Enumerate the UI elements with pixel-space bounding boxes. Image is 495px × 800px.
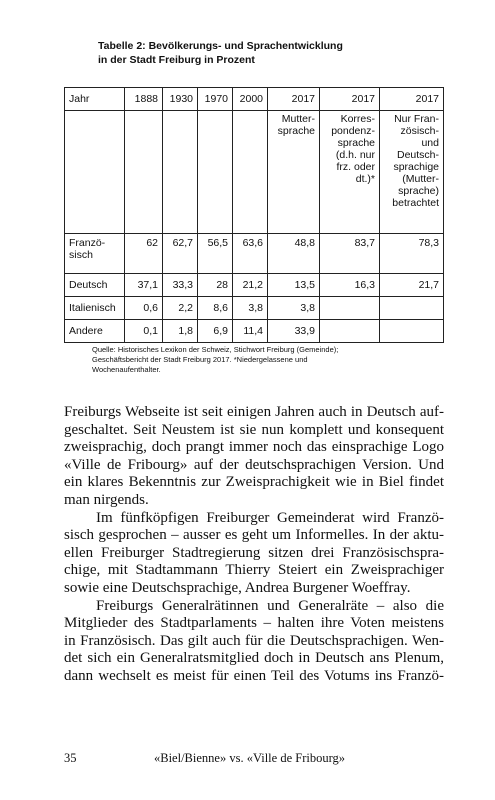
table-cell: 62,7 <box>163 234 198 274</box>
table-cell: 2017 <box>268 88 320 111</box>
text-line: «Ville de Fribourg» auf der deutschsprachigen Version. Und <box>64 456 444 473</box>
table-cell: 3,8 <box>268 297 320 320</box>
text-line: dann wechselt es meist für einen Teil des Votums ins Franzö- <box>64 667 444 684</box>
text-line: man nirgends. <box>64 491 149 508</box>
table-subheader-row <box>65 111 444 234</box>
table-cell: 11,4 <box>233 320 268 343</box>
text-line: Freiburgs Webseite ist seit einigen Jahren auch in Deutsch auf- <box>64 404 444 420</box>
table-cell: Italienisch <box>65 297 125 320</box>
table-cell: Franzö- sisch <box>65 234 125 274</box>
table-cell: 48,8 <box>268 234 320 274</box>
table-cell: Jahr <box>65 88 125 111</box>
table-cell <box>163 111 198 234</box>
table-cell: 2000 <box>233 88 268 111</box>
table-row <box>65 297 444 320</box>
table-cell: Nur Fran- zösisch- und Deutsch- sprachige (Mutter- sprache) betrachtet <box>380 111 444 234</box>
table-cell: 62 <box>125 234 163 274</box>
table-cell <box>65 111 125 234</box>
table-cell: 1,8 <box>163 320 198 343</box>
table-cell <box>320 297 380 320</box>
table-cell: 28 <box>198 274 233 297</box>
text-line: ein klares Bekenntnis zur Zweisprachigkeit wie in Biel findet <box>64 474 444 491</box>
table-cell <box>380 320 444 343</box>
table-row <box>65 320 444 343</box>
text-line: sisch gesprochen – ausser es geht um Informelles. In der aktu- <box>64 527 444 544</box>
table-cell: Korres- pondenz- sprache (d.h. nur frz. oder dt.)* <box>320 111 380 234</box>
table-cell: 8,6 <box>198 297 233 320</box>
text-line: chige, mit Stadtammann Thierry Steiert ein Zweisprachiger <box>64 562 444 579</box>
table-cell: 16,3 <box>320 274 380 297</box>
table-cell <box>125 111 163 234</box>
caption-line: in der Stadt Freiburg in Prozent <box>98 54 255 66</box>
table-cell <box>320 320 380 343</box>
table-cell: 0,1 <box>125 320 163 343</box>
table-cell: 33,3 <box>163 274 198 297</box>
paragraph <box>64 404 444 510</box>
table-cell <box>233 111 268 234</box>
table-caption <box>98 39 418 67</box>
table-source-note <box>92 345 398 375</box>
table-cell: 2017 <box>380 88 444 111</box>
running-title: «Biel/Bienne» vs. «Ville de Fribourg» <box>154 751 346 765</box>
text-line: Freiburgs Generalrätinnen und Generalräte – also die <box>96 597 444 614</box>
table-cell: 2017 <box>320 88 380 111</box>
table-row <box>65 234 444 274</box>
source-line: Quelle: Historisches Lexikon der Schweiz, Stichwort Freiburg (Gemeinde); <box>92 345 339 354</box>
table-cell: 21,2 <box>233 274 268 297</box>
table-cell: 6,9 <box>198 320 233 343</box>
table-cell: 2,2 <box>163 297 198 320</box>
language-table <box>64 87 444 343</box>
source-line: Geschäftsbericht der Stadt Freiburg 2017. *Niedergelassene und <box>92 355 308 364</box>
table-cell: 78,3 <box>380 234 444 274</box>
text-line: sowie eine Deutschsprachige, Andrea Burgener Woeffray. <box>64 579 411 596</box>
table-cell: 13,5 <box>268 274 320 297</box>
table-header-row <box>65 88 444 111</box>
table-cell: 3,8 <box>233 297 268 320</box>
table-cell <box>198 111 233 234</box>
text-line: Im fünfköpfigen Freiburger Gemeinderat wird Franzö- <box>96 509 444 526</box>
text-line: zweisprachig, doch prangt immer noch das einsprachige Logo <box>64 439 444 456</box>
table-cell: 1970 <box>198 88 233 111</box>
text-line: det sich ein Generalratsmitglied doch in Deutsch ans Plenum, <box>64 650 444 667</box>
table-cell: 0,6 <box>125 297 163 320</box>
caption-line: Tabelle 2: Bevölkerungs- und Sprachentwicklung <box>98 40 343 52</box>
text-line: in Französisch. Das gilt auch für die Deutschsprachigen. Wen- <box>64 632 444 649</box>
table-cell: Deutsch <box>65 274 125 297</box>
table-cell <box>380 297 444 320</box>
table-cell: Mutter- sprache <box>268 111 320 234</box>
table-cell: 37,1 <box>125 274 163 297</box>
text-line: geschaltet. Seit Neustem ist sie nun komplett und konsequent <box>64 421 444 438</box>
paragraph <box>64 510 444 598</box>
paragraph <box>64 598 444 686</box>
body-text <box>64 404 444 686</box>
table-cell: 83,7 <box>320 234 380 274</box>
table-cell: Andere <box>65 320 125 343</box>
table-cell: 33,9 <box>268 320 320 343</box>
table-row <box>65 274 444 297</box>
table-cell: 1930 <box>163 88 198 111</box>
source-line: Wochenaufenthalter. <box>92 365 161 374</box>
table-cell: 1888 <box>125 88 163 111</box>
text-line: ellen Freiburger Stadtregierung sitzen drei Französischspra- <box>64 544 444 561</box>
text-line: Mitglieder des Stadtparlaments – halten ihre Voten meistens <box>64 615 444 632</box>
table-cell: 21,7 <box>380 274 444 297</box>
page-number: 35 <box>64 751 77 765</box>
table-cell: 63,6 <box>233 234 268 274</box>
table-cell: 56,5 <box>198 234 233 274</box>
